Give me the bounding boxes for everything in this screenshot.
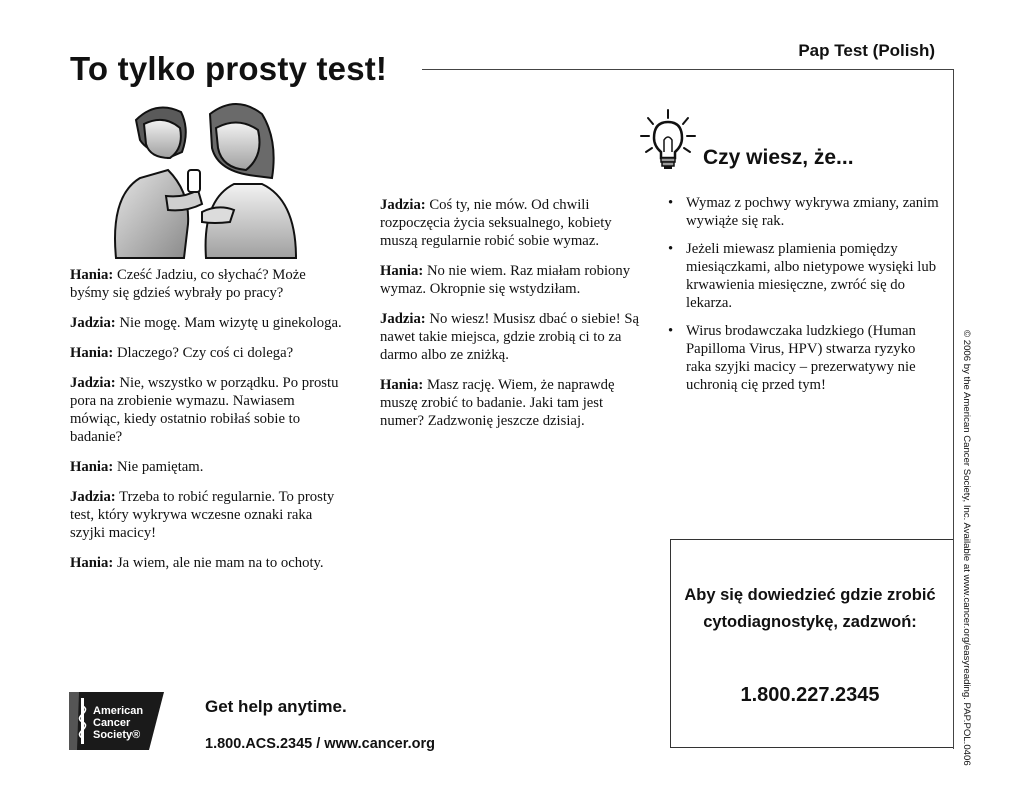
- get-help-text: Get help anytime.: [205, 697, 347, 716]
- dialogue-line: Hania: Ja wiem, ale nie mam na to ochoty.: [70, 555, 324, 571]
- dialogue-line: Hania: No nie wiem. Raz miałam robiony wymaz. Okropnie się wstydziłam.: [380, 263, 631, 297]
- two-women-illustration: [106, 100, 302, 262]
- dialogue-line: Hania: Nie pamiętam.: [70, 459, 204, 475]
- dialogue-line: Hania: Masz rację. Wiem, że naprawdę muszę zrobić to badanie. Jaki tam jest numer? Zadzwonię jeszcze dzisiaj.: [380, 377, 615, 429]
- dialogue-line: Jadzia: Coś ty, nie mów. Od chwili rozpoczęcia życia seksualnego, kobiety muszą regularnie robić sobie wymaz.: [380, 197, 612, 249]
- dialogue-line: Hania: Cześć Jadziu, co słychać? Może byśmy się gdzieś wybrały po pracy?: [70, 267, 306, 301]
- copyright-notice: © 2006 by the American Cancer Society, Inc. Available at www.cancer.org/easyreading. PAP.POL.0406: [961, 330, 972, 766]
- dialogue-column-middle: [380, 196, 650, 442]
- lightbulb-icon: [638, 108, 698, 172]
- dialogue-line: Jadzia: Nie, wszystko w porządku. Po prostu pora na zrobienie wymazu. Nawiasem mówiąc, kiedy ostatnio robiłaś sobie to badanie?: [70, 375, 339, 445]
- american-cancer-society-logo: [69, 692, 164, 750]
- svg-text:Cancer: Cancer: [93, 717, 131, 729]
- right-rule: [953, 69, 954, 749]
- call-box-text: Aby się dowiedzieć gdzie zrobić cytodiagnostykę, zadzwoń:: [684, 586, 936, 631]
- dialogue-line: Hania: Dlaczego? Czy coś ci dolega?: [70, 345, 294, 361]
- dialogue-line: Jadzia: Nie mogę. Mam wizytę u ginekologa.: [70, 315, 342, 331]
- page-title: To tylko prosty test!: [70, 50, 388, 87]
- facts-heading: Czy wiesz, że...: [703, 146, 854, 169]
- call-box: [670, 539, 953, 748]
- top-rule: [422, 69, 954, 70]
- facts-list: [664, 194, 939, 404]
- list-item: • Jeżeli miewasz plamienia pomiędzy miesiączkami, albo nietypowe wysięki lub krwawienia miesięczne, zwróć się do lekarza.: [668, 241, 937, 311]
- dialogue-column-left: [70, 266, 345, 584]
- dialogue-line: Jadzia: Trzeba to robić regularnie. To prosty test, który wykrywa wczesne oznaki raka szyjki macicy!: [70, 489, 335, 541]
- document-tag: Pap Test (Polish): [798, 41, 935, 60]
- svg-text:American: American: [93, 705, 144, 717]
- call-box-phone: 1.800.227.2345: [740, 684, 880, 706]
- list-item: • Wymaz z pochwy wykrywa zmiany, zanim wywiąże się rak.: [668, 195, 939, 229]
- dialogue-line: Jadzia: No wiesz! Musisz dbać o siebie! Są nawet takie miejsca, gdzie zrobią ci to za darmo albo ze zniżką.: [380, 311, 640, 363]
- contact-line[interactable]: 1.800.ACS.2345 / www.cancer.org: [205, 736, 435, 752]
- svg-text:Society®: Society®: [93, 729, 141, 741]
- list-item: • Wirus brodawczaka ludzkiego (Human Papilloma Virus, HPV) stwarza ryzyko raka szyjki macicy – prezerwatywy nie uchronią cię przed tym!: [668, 323, 916, 393]
